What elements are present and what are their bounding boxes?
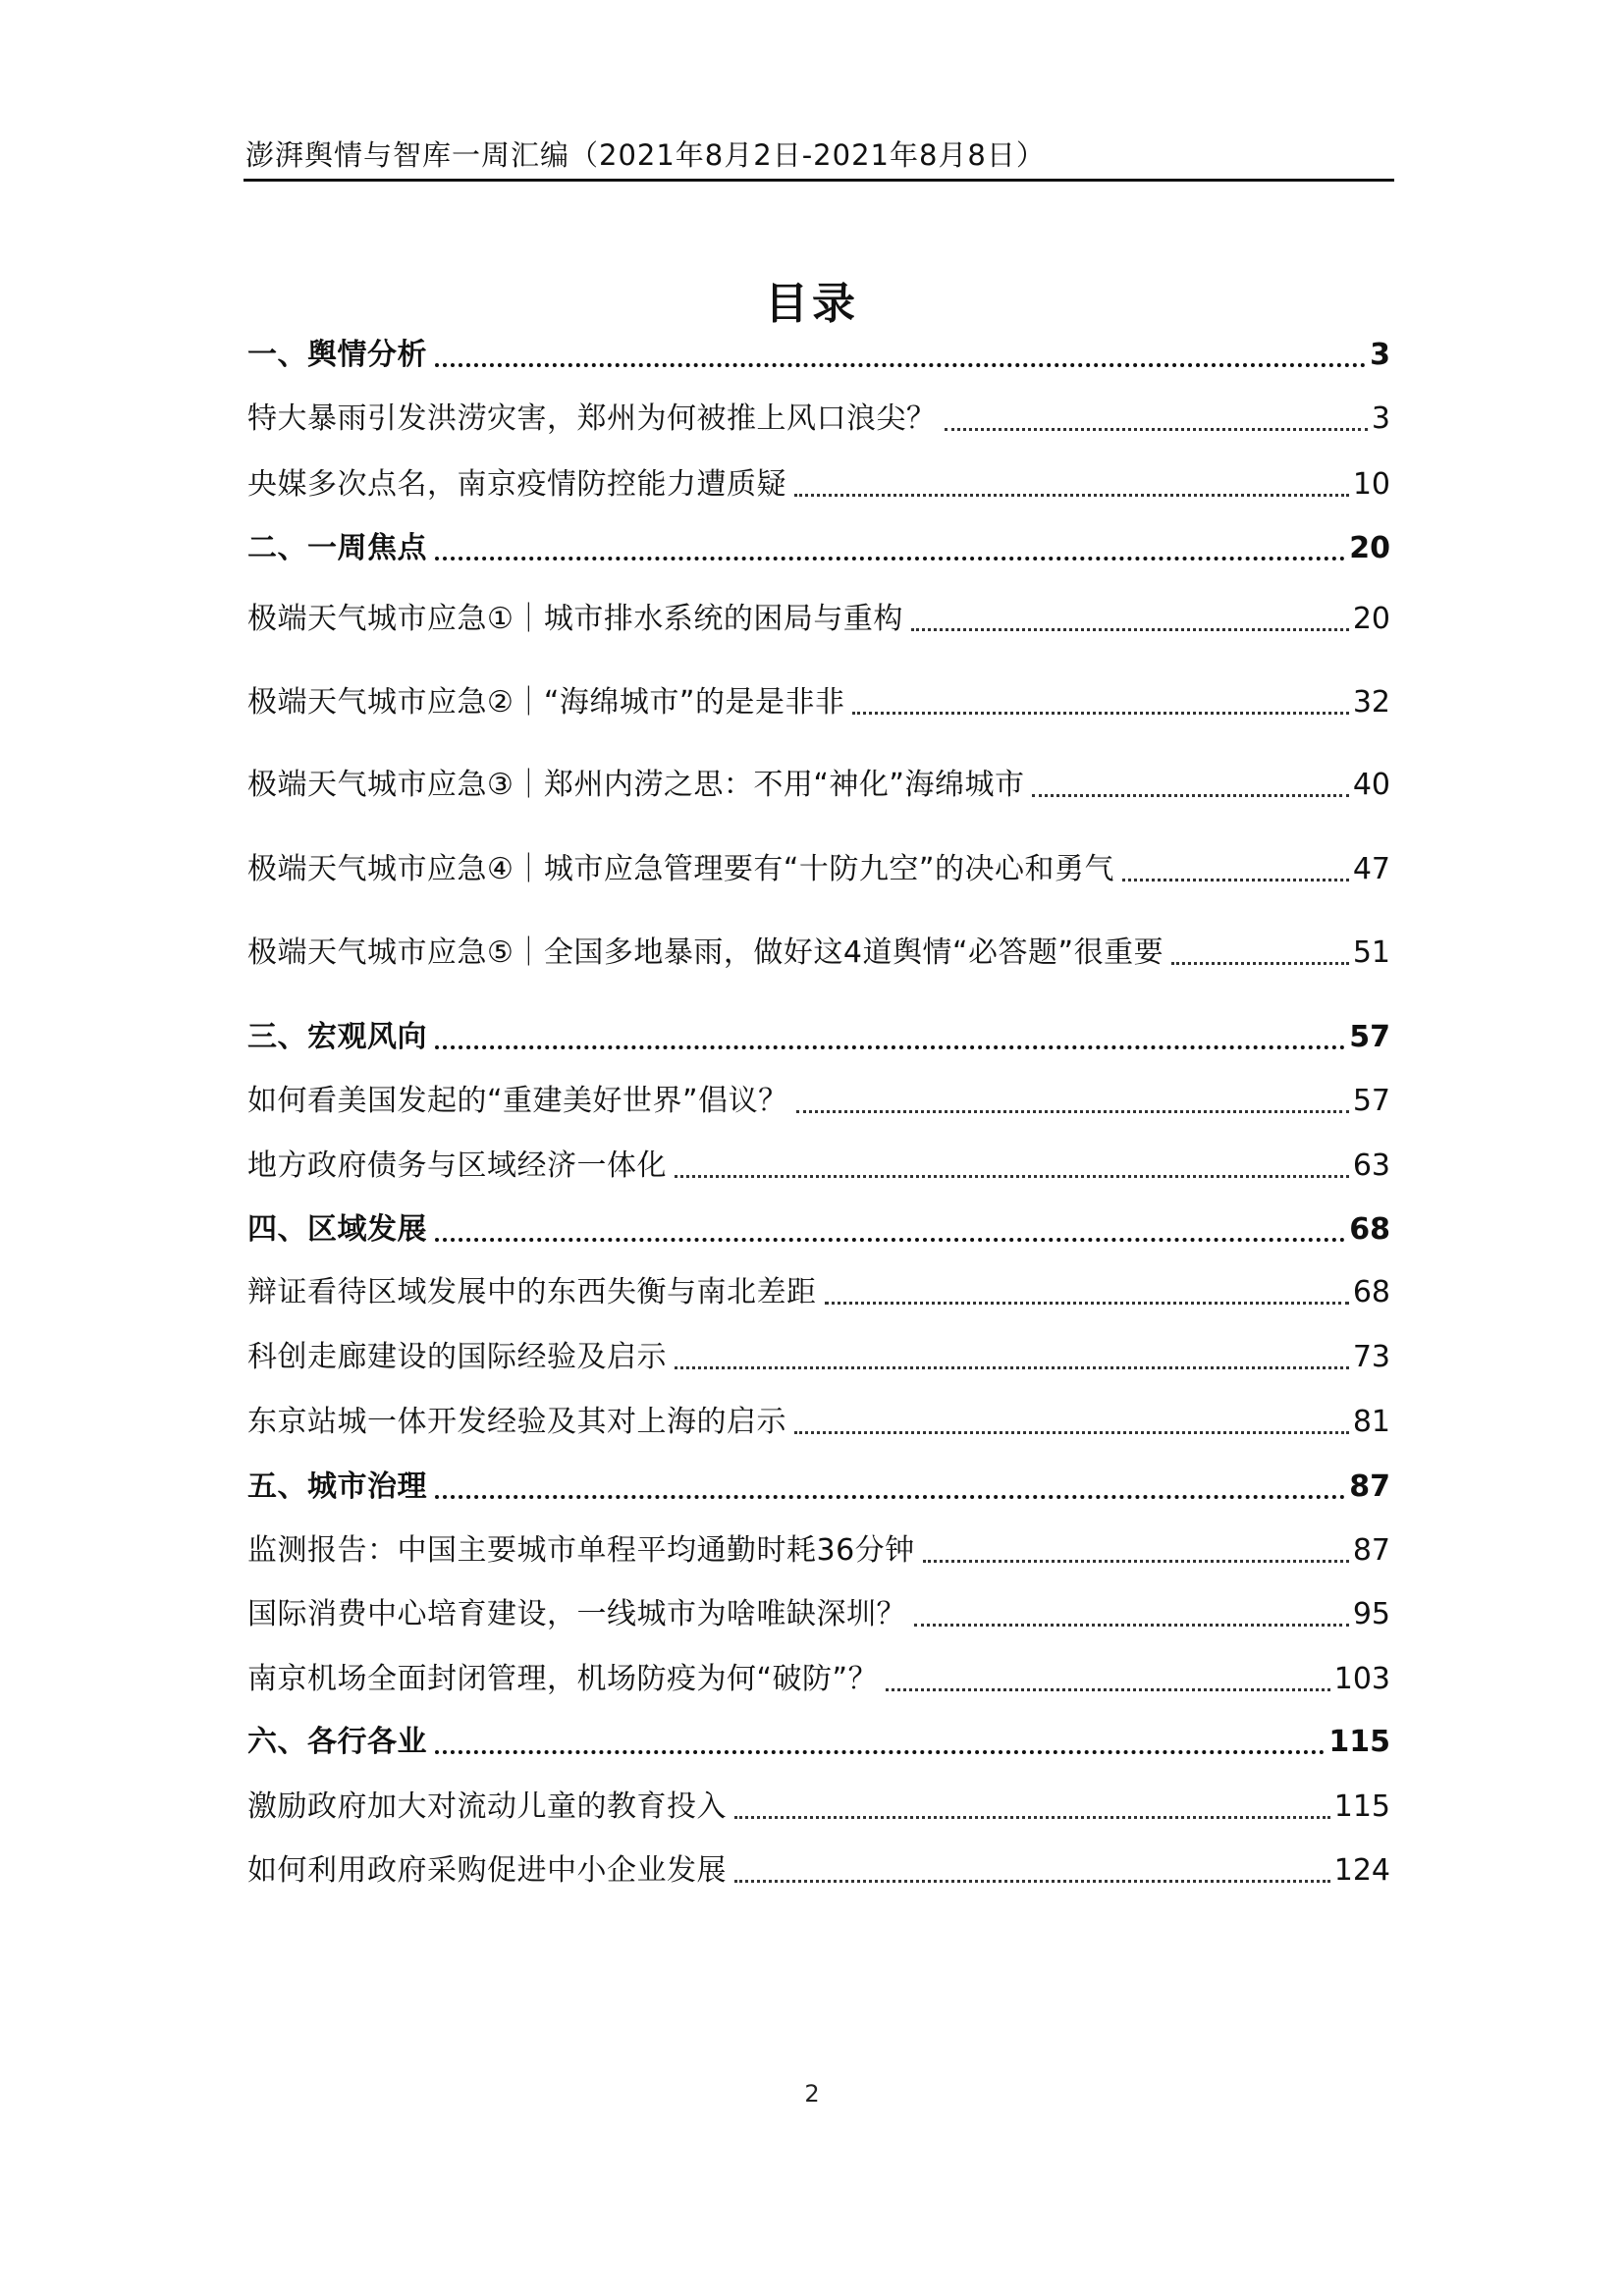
dot-leader [734,1816,1330,1819]
toc-section-title: 六、各行各业 [247,1725,427,1759]
dot-leader [435,1045,1345,1049]
toc-section-title: 一、舆情分析 [247,338,427,372]
toc-page-number: 115 [1328,1725,1390,1759]
dot-leader [914,1624,1349,1627]
toc-section-title: 二、一周焦点 [247,531,427,565]
dot-leader [675,1366,1349,1369]
dot-leader [923,1560,1349,1563]
toc-entry[interactable] [247,929,1390,974]
toc-section-entry[interactable] [247,1718,1390,1763]
dot-leader [435,1750,1325,1754]
toc-entry[interactable] [247,1142,1390,1187]
dot-leader [1171,962,1349,965]
toc-page-number: 40 [1352,768,1390,802]
toc-page-number: 3 [1371,401,1390,436]
toc-page-number: 63 [1352,1148,1390,1183]
toc-page-number: 32 [1352,685,1390,720]
toc-page-number: 51 [1352,935,1390,970]
toc-entry[interactable] [247,1333,1390,1378]
dot-leader [911,628,1349,631]
toc-entry[interactable] [247,1655,1390,1700]
toc-entry-title: 特大暴雨引发洪涝灾害，郑州为何被推上风口浪尖？ [247,401,937,436]
dot-leader [435,1238,1345,1242]
toc-entry[interactable] [247,1783,1390,1828]
toc-entry-title: 激励政府加大对流动儿童的教育投入 [247,1789,727,1824]
toc-entry-title: 国际消费中心培育建设，一线城市为啥唯缺深圳？ [247,1597,906,1631]
toc-entry[interactable] [247,460,1390,506]
toc-page-number: 3 [1370,338,1390,372]
dot-leader [852,712,1348,715]
toc-entry-title: 监测报告：中国主要城市单程平均通勤时耗36分钟 [247,1533,915,1568]
page-number: 2 [804,2080,820,2108]
toc-entry-title: 科创走廊建设的国际经验及启示 [247,1340,667,1374]
toc-entry-title: 极端天气城市应急②｜“海绵城市”的是是非非 [247,685,845,720]
toc-page-number: 57 [1352,1084,1390,1118]
toc-page-number: 68 [1349,1212,1390,1247]
toc-entry-title: 极端天气城市应急①｜城市排水系统的困局与重构 [247,602,903,636]
toc-section-entry[interactable] [247,331,1390,376]
toc-entry[interactable] [247,595,1390,640]
toc-entry[interactable] [247,1268,1390,1313]
toc-section-title: 五、城市治理 [247,1469,427,1504]
dot-leader [825,1302,1349,1305]
toc-entry[interactable] [247,1526,1390,1572]
dot-leader [1032,794,1348,797]
toc-entry-title: 极端天气城市应急⑤｜全国多地暴雨，做好这4道舆情“必答题”很重要 [247,935,1164,970]
toc-page-number: 57 [1349,1020,1390,1054]
toc-entry[interactable] [247,845,1390,890]
dot-leader [435,363,1366,367]
dot-leader [435,557,1345,561]
toc-page-number: 20 [1349,531,1390,565]
dot-leader [796,1110,1349,1113]
dot-leader [1122,879,1349,881]
toc-page-number: 115 [1333,1789,1390,1824]
toc-page-number: 124 [1333,1853,1390,1888]
toc-section-entry[interactable] [247,524,1390,569]
toc-entry-title: 地方政府债务与区域经济一体化 [247,1148,667,1183]
toc-entry-title: 极端天气城市应急③｜郑州内涝之思：不用“神化”海绵城市 [247,768,1025,802]
toc-page-number: 103 [1333,1662,1390,1696]
dot-leader [886,1688,1330,1691]
toc-section-entry[interactable] [247,1463,1390,1508]
toc-entry[interactable] [247,395,1390,440]
toc-page-number: 81 [1352,1405,1390,1439]
toc-section-title: 三、宏观风向 [247,1020,427,1054]
header-rule [244,179,1394,182]
toc-section-title: 四、区域发展 [247,1212,427,1247]
dot-leader [435,1495,1345,1499]
toc-page-number: 10 [1352,467,1390,502]
toc-entry[interactable] [247,1077,1390,1122]
toc-entry[interactable] [247,1846,1390,1892]
toc-title: 目录 [765,279,859,329]
toc-entry[interactable] [247,761,1390,806]
dot-leader [794,494,1349,497]
toc-section-entry[interactable] [247,1013,1390,1058]
toc-section-entry[interactable] [247,1205,1390,1251]
toc-entry[interactable] [247,678,1390,723]
dot-leader [945,428,1368,431]
toc-entry-title: 极端天气城市应急④｜城市应急管理要有“十防九空”的决心和勇气 [247,852,1114,886]
toc-page-number: 95 [1352,1597,1390,1631]
toc-entry-title: 如何看美国发起的“重建美好世界”倡议？ [247,1084,788,1118]
dot-leader [675,1175,1349,1178]
toc-entry[interactable] [247,1590,1390,1635]
toc-page-number: 87 [1349,1469,1390,1504]
toc-page-number: 68 [1352,1275,1390,1309]
running-header: 澎湃舆情与智库一周汇编（2021年8月2日-2021年8月8日） [245,138,1046,172]
toc-page-number: 47 [1352,852,1390,886]
toc-entry-title: 央媒多次点名，南京疫情防控能力遭质疑 [247,467,786,502]
toc-entry-title: 辩证看待区域发展中的东西失衡与南北差距 [247,1275,817,1309]
toc-entry-title: 南京机场全面封闭管理，机场防疫为何“破防”？ [247,1662,879,1696]
dot-leader [794,1431,1349,1434]
toc-entry[interactable] [247,1398,1390,1443]
toc-page-number: 87 [1352,1533,1390,1568]
toc-page-number: 73 [1352,1340,1390,1374]
dot-leader [734,1880,1330,1883]
toc-entry-title: 东京站城一体开发经验及其对上海的启示 [247,1405,786,1439]
toc-entry-title: 如何利用政府采购促进中小企业发展 [247,1853,727,1888]
toc-page-number: 20 [1352,602,1390,636]
